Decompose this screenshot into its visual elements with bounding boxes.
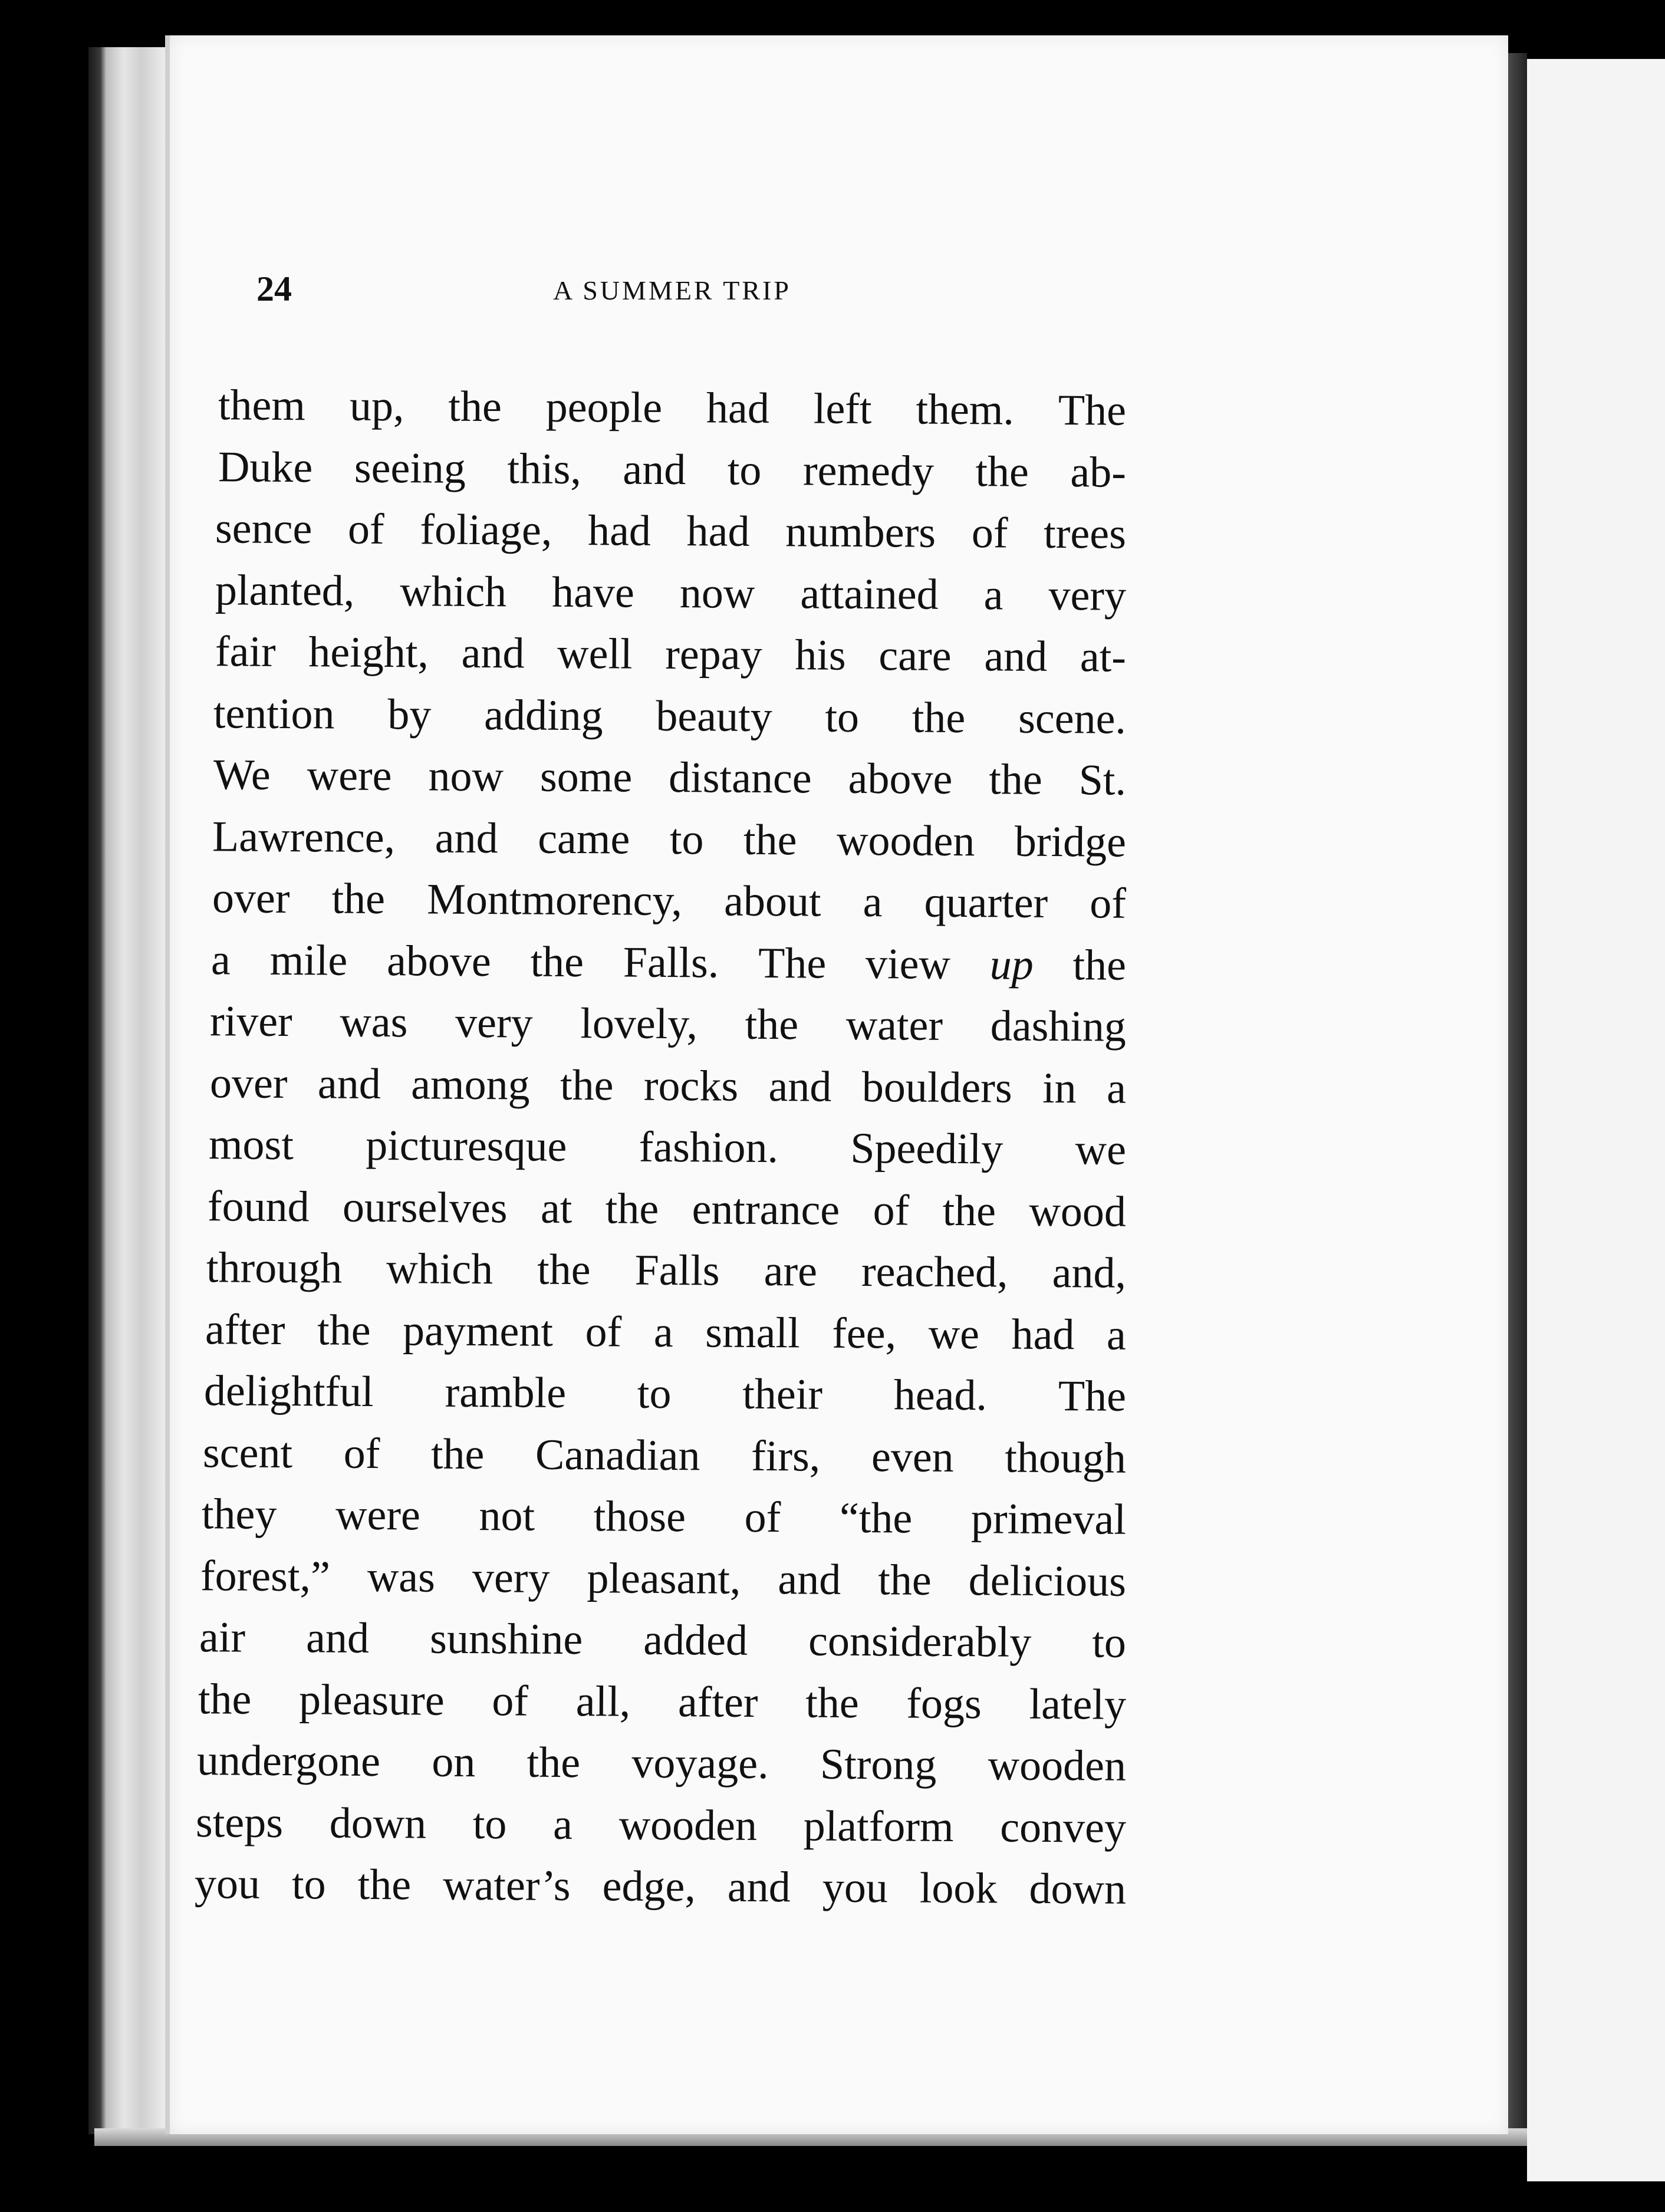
text-line: scent of the Canadian firs, even though bbox=[202, 1428, 1127, 1483]
page-number: 24 bbox=[256, 269, 292, 308]
page-header bbox=[256, 265, 1088, 312]
text-line: after the payment of a small fee, we had a bbox=[205, 1305, 1127, 1360]
left-page-edges bbox=[88, 47, 168, 2134]
text-line: the pleasure of all, after the fogs lately bbox=[198, 1674, 1127, 1729]
text-line: Duke seeing this, and to remedy the ab- bbox=[218, 442, 1127, 497]
facing-page-sliver bbox=[1527, 59, 1665, 2181]
text-line: We were now some distance above the St. bbox=[213, 750, 1127, 805]
text-line: they were not those of “the primeval bbox=[201, 1490, 1127, 1544]
text-line: them up, the people had left them. The bbox=[218, 381, 1127, 435]
text-line: river was very lovely, the water dashing bbox=[209, 997, 1127, 1051]
text-line: air and sunshine added considerably to bbox=[199, 1613, 1127, 1667]
running-title: A SUMMER TRIP bbox=[553, 275, 791, 305]
text-line: over the Montmorency, about a quarter of bbox=[212, 874, 1127, 928]
text-line: steps down to a wooden platform convey bbox=[195, 1798, 1127, 1852]
text-line: fair height, and well repay his care and at- bbox=[215, 627, 1127, 682]
text-line: most picturesque fashion. Speedily we bbox=[208, 1120, 1127, 1174]
text-line: tention by adding beauty to the scene. bbox=[213, 689, 1127, 743]
text-line: planted, which have now attained a very bbox=[215, 565, 1127, 620]
text-line: delightful ramble to their head. The bbox=[203, 1367, 1127, 1421]
text-line: found ourselves at the entrance of the wood bbox=[207, 1181, 1127, 1236]
text-line: forest,” was very pleasant, and the delicious bbox=[200, 1551, 1127, 1606]
text-line: undergone on the voyage. Strong wooden bbox=[196, 1736, 1127, 1790]
body-text bbox=[194, 377, 1127, 1918]
text-line: over and among the rocks and boulders in a bbox=[209, 1058, 1127, 1113]
text-line: a mile above the Falls. The view up the bbox=[210, 935, 1127, 990]
text-line: Lawrence, and came to the wooden bridge bbox=[212, 812, 1127, 867]
text-line: sence of foliage, had had numbers of trees bbox=[215, 504, 1127, 558]
text-line: through which the Falls are reached, and, bbox=[206, 1243, 1127, 1298]
text-line: you to the water’s edge, and you look down bbox=[194, 1859, 1127, 1914]
